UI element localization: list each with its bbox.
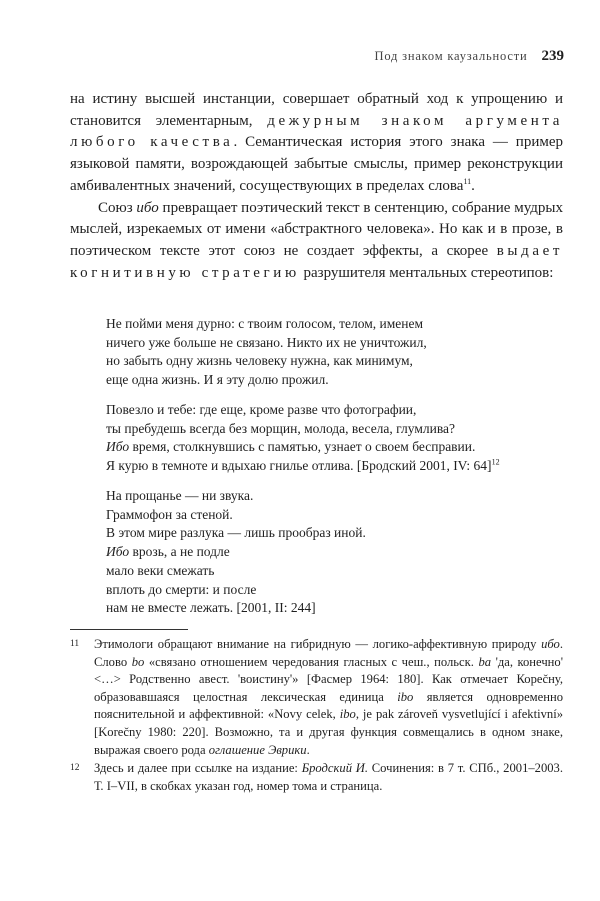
poem3-line-6: вплоть до смерти: и после: [106, 581, 257, 597]
footnote-11: [70, 636, 563, 759]
footnote-divider: [70, 629, 188, 630]
paragraph-1: [70, 89, 563, 198]
fn1-oglashenie: оглашение Эврики: [208, 742, 307, 757]
paragraph-2: [70, 198, 563, 285]
fn2-author: Бродский И.: [301, 761, 368, 775]
fn1-text-c: «связано отношением чередования гласных с чеш., польск.: [144, 654, 479, 669]
footnote-12-number: 12: [70, 763, 80, 773]
poem3-ibo: Ибо: [106, 544, 130, 560]
p1-spaced-text: дежурным знаком аргумента любого качества: [70, 112, 563, 151]
poem3-line-4-rest: врозь, а не подле: [129, 544, 230, 560]
p2-text-c: разрушителя ментальных стереотипов:: [299, 264, 554, 281]
p2-spaced-text: выдает когнитивную стратегию: [70, 242, 563, 281]
fn2-text-b: Сочинения: в 7 т. СПб., 2001–2003. Т. I–VII, в скобках указан год, номер тома и страница.: [94, 761, 563, 793]
footnote-12: [70, 760, 563, 795]
poem1-line-1: Не пойми меня дурно: с твоим голосом, телом, именем: [106, 316, 424, 331]
fn2-text-a: Здесь и далее при ссылке на издание:: [94, 761, 302, 775]
fn1-text-d: 'да, конечно' <…> Родственно авест. 'воистину'» [Фасмер 1964: 180]. Как отмечает Корečну, образовавшаяся целостная лексическая единица: [94, 654, 563, 704]
p1-text-a: на истину высшей инстанции, совершает обратный ход к упрощению и становится элементарным,: [70, 91, 563, 129]
fn1-text-b: . Слово: [94, 637, 563, 669]
main-text: [70, 89, 563, 284]
fn1-text-a: Этимологи обращают внимание на гибридную — логико-аффективную природу: [94, 637, 542, 651]
running-header: [375, 48, 565, 65]
fn1-ibo-3: ibo: [339, 707, 356, 722]
poem3-line-2: Граммофон за стеной.: [106, 506, 233, 522]
p2-text-b: превращает поэтический текст в сентенцию, собрание мудрых мыслей, изрекаемых от имени «абстрактного человека». Но как и в прозе, в поэтическом тексте этот союз не создает эффекты, а скорее: [70, 199, 563, 259]
poem1-line-2: ничего уже больше не связано. Никто их не уничтожил,: [106, 334, 427, 350]
footnote-12-text: [94, 760, 563, 795]
fn1-ibo-2: ibo: [397, 689, 414, 704]
poem3-line-1: На прощанье — ни звука.: [106, 488, 254, 503]
poem1-line-4: еще одна жизнь. И я эту долю прожил.: [106, 372, 329, 388]
footnote-11-text: [94, 636, 563, 759]
poem2-line-4: [106, 457, 500, 476]
poem-stanza-2: [106, 401, 500, 476]
poem2-line-3-rest: время, столкнувшись с памятью, узнает о своем бесправии.: [129, 439, 476, 455]
footnote-ref-11[interactable]: 11: [463, 176, 472, 186]
fn1-text-e: является одновременно пояснительной и аффективной: «Novy celek,: [94, 689, 563, 722]
poem2-line-4-text: Я курю в темноте и вдыхаю гнилье отлива. [Бродский 2001, IV: 64]: [106, 458, 492, 474]
poem2-line-3: [106, 438, 500, 457]
fn1-bo: bo: [131, 654, 145, 669]
poem2-ibo: Ибо: [106, 439, 130, 455]
poem3-line-7: нам не вместе лежать. [2001, II: 244]: [106, 600, 316, 616]
poem3-line-4: [106, 543, 366, 562]
p1-text-c: .: [471, 177, 475, 194]
fn1-ba: ba: [478, 654, 492, 669]
poem3-line-3: В этом мире разлука — лишь прообраз иной.: [106, 525, 366, 541]
fn1-text-g: .: [306, 742, 310, 757]
poem2-line-2: ты пребудешь всегда без морщин, молода, весела, глумлива?: [106, 420, 456, 436]
poem-stanza-3: [106, 487, 366, 618]
p1-text-b: . Семантическая история этого знака — пример языковой памяти, возрождающей забытые смыслы, пример реконструкции амбивалентных значений, сосуществующих в пределах слова: [70, 134, 563, 194]
fn1-text-f: , je pak zároveň vysvetlující i afektivní» [Korečny 1980: 220]. Возможно, та и другая функция совмещались в одном знаке, выражая своего рода: [94, 707, 563, 757]
poem3-line-5: мало веки смежать: [106, 562, 215, 578]
footnote-11-number: 11: [70, 639, 80, 649]
page-number: 239: [541, 48, 564, 64]
poem-stanza-1: [106, 315, 427, 390]
poem1-line-3: но забыть одну жизнь человеку нужна, как минимум,: [106, 353, 413, 369]
p2-ibo: ибо: [136, 199, 159, 216]
running-title: Под знаком каузальности: [374, 49, 528, 63]
p2-text-a: Союз: [98, 199, 137, 216]
poem2-line-1: Повезло и тебе: где еще, кроме разве что фотографии,: [106, 402, 417, 417]
footnote-ref-12[interactable]: 12: [491, 457, 500, 467]
fn1-ibo: ибо: [541, 637, 560, 651]
